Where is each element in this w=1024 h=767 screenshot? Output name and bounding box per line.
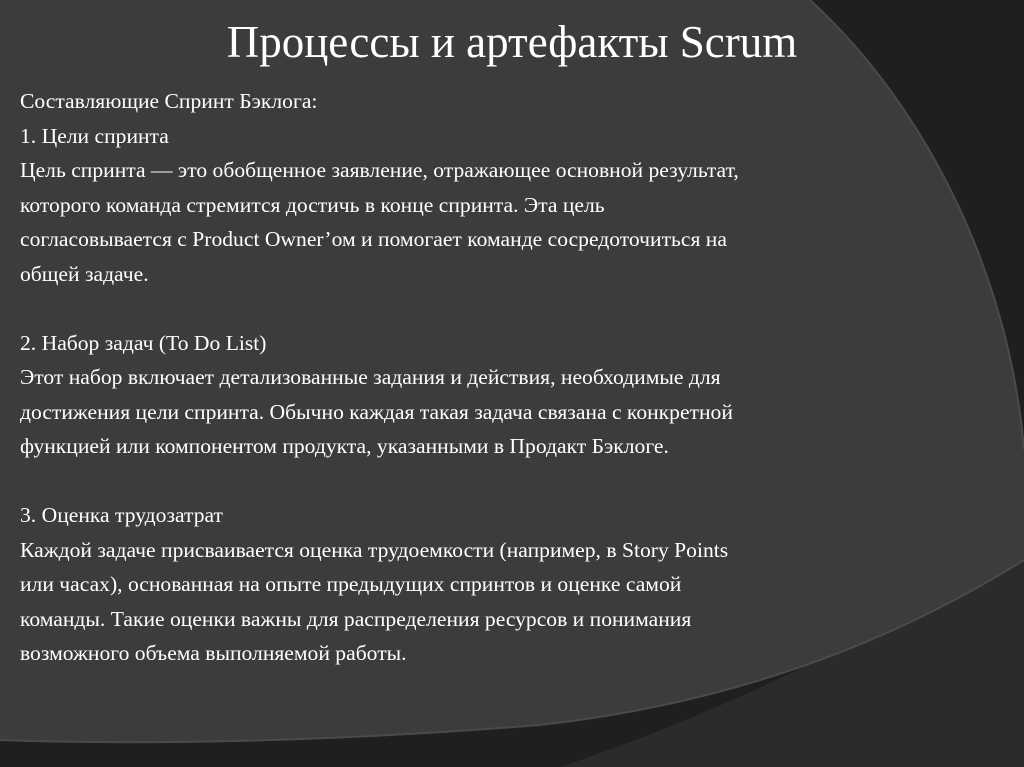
spacer [20,291,1000,326]
slide-title: Процессы и артефакты Scrum [226,17,798,67]
section-heading-effort-estimate: 3. Оценка трудозатрат [20,503,223,527]
section-heading-task-list: 2. Набор задач (To Do List) [20,330,267,355]
section-text-effort-estimate: Каждой задаче присваивается оценка трудоемкости (например, в Story Points или часах), основанная на опыте предыдущих спринтов и оценке самой команды. Такие оценки важны для распределения ресурсов и понимания возможного объема выполняемой работы. [20,537,729,665]
slide-body [20,84,1000,671]
spacer [20,464,1000,499]
section-heading-sprint-goal: 1. Цели спринта [20,123,169,148]
intro-text: Составляющие Спринт Бэклога: [20,89,318,113]
section-text-task-list: Этот набор включает детализованные задания и действия, необходимые для достижения цели спринта. Обычно каждая такая задача связана с конкретной функцией или компонентом продукта, указанными в Продакт Бэклоге. [20,365,733,458]
section-text-sprint-goal: Цель спринта — это обобщенное заявление, отражающее основной результат, которого команда стремится достичь в конце спринта. Эта цель согласовывается с Product Owner’ом и помогает команде сосредоточиться на общей задаче. [20,158,739,286]
